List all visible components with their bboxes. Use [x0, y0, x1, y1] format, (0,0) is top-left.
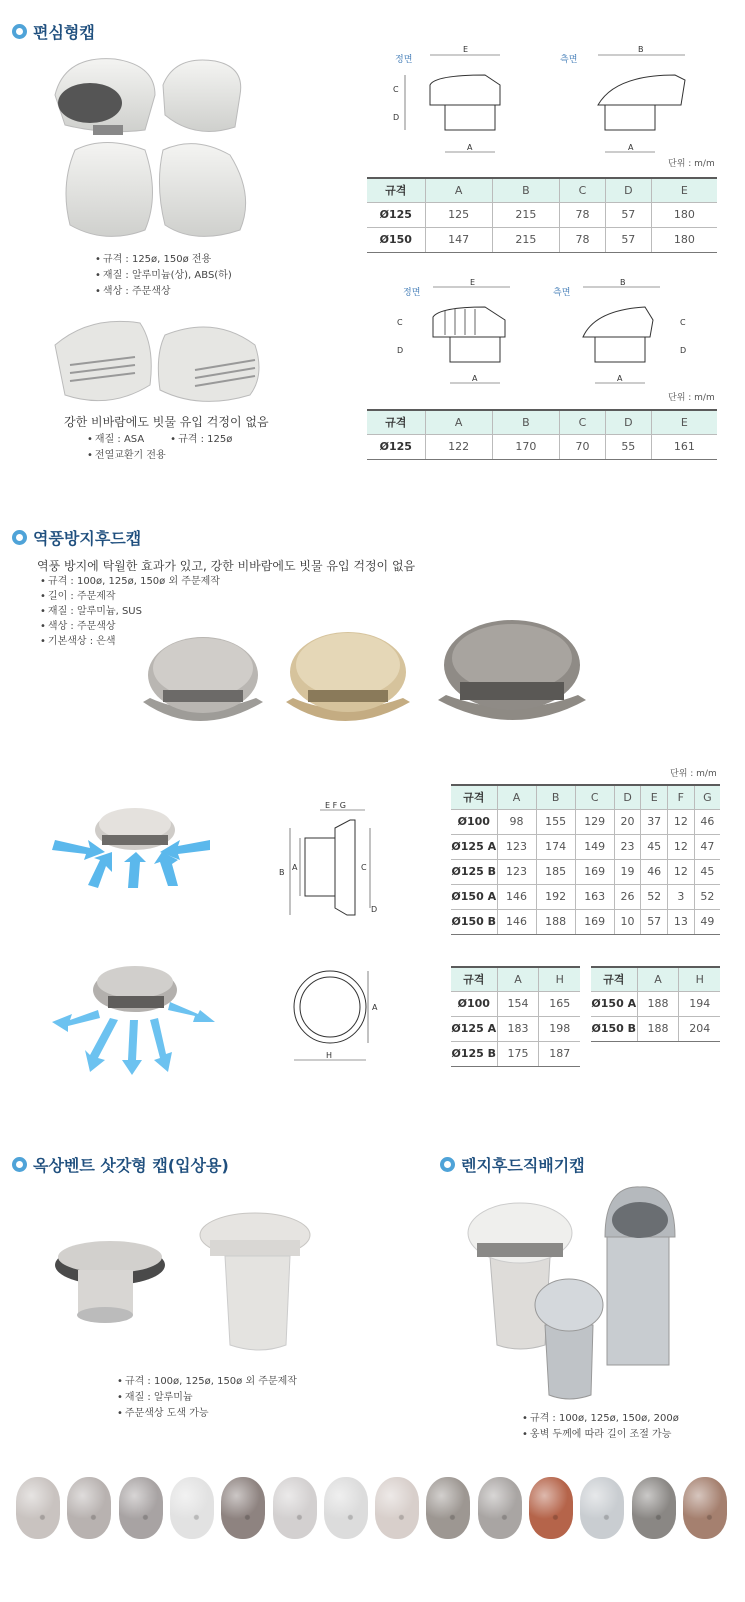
dimension-diagram-1 [385, 40, 715, 165]
table-cell: 146 [497, 909, 536, 934]
table-cell: 147 [425, 227, 492, 252]
table-row [451, 809, 720, 834]
table-header: B [492, 178, 559, 202]
bullet-ring-icon [440, 1157, 455, 1172]
table-header: A [497, 967, 539, 991]
eccentric-cap-photo [45, 55, 255, 249]
table-cell: 45 [641, 834, 668, 859]
svg-text:B: B [620, 278, 626, 287]
svg-text:A: A [628, 143, 634, 152]
spec-table-hood [451, 784, 720, 935]
table-header: A [497, 785, 536, 809]
table-cell: 47 [694, 834, 720, 859]
note-item: • 규격 : 100ø, 125ø, 150ø, 200ø [522, 1411, 679, 1427]
table-row [451, 909, 720, 934]
svg-text:C: C [361, 863, 367, 872]
product-a-notes [95, 252, 232, 300]
table-cell: 146 [497, 884, 536, 909]
product-b-caption: 강한 비바람에도 빗물 유입 걱정이 없음 [64, 415, 269, 429]
table-cell: 155 [536, 809, 575, 834]
table-cell: 169 [575, 859, 614, 884]
svg-text:B: B [638, 45, 644, 54]
table-cell: 125 [425, 202, 492, 227]
svg-text:A: A [472, 374, 478, 383]
color-swatch [478, 1477, 522, 1539]
table-row [591, 991, 720, 1016]
airflow-outward-illustration [50, 960, 220, 1079]
table-cell: 163 [575, 884, 614, 909]
table-cell: 215 [492, 227, 559, 252]
table-cell: 169 [575, 909, 614, 934]
table-cell: 13 [668, 909, 695, 934]
color-swatch-row [0, 1475, 745, 1545]
table-cell: 188 [637, 1016, 679, 1041]
table-cell: 149 [575, 834, 614, 859]
bullet-ring-icon [12, 24, 27, 39]
color-swatch [221, 1477, 265, 1539]
table-cell: 188 [637, 991, 679, 1016]
table-cell: Ø150 B [591, 1016, 637, 1041]
note-item: • 기본색상 : 은색 [40, 634, 220, 649]
table-cell: 19 [614, 859, 641, 884]
table-cell: 45 [694, 859, 720, 884]
table-row [451, 991, 580, 1016]
exchanger-cap-photo [50, 315, 265, 414]
table-row [451, 859, 720, 884]
table-cell: 215 [492, 202, 559, 227]
note-material: • 재질 : ASA [87, 432, 144, 448]
table-cell: 26 [614, 884, 641, 909]
table-cell: 187 [539, 1041, 580, 1066]
table-cell: 37 [641, 809, 668, 834]
table-cell: 204 [679, 1016, 720, 1041]
table-header: D [605, 410, 651, 434]
table-header: E [651, 410, 717, 434]
table-cell: Ø150 [367, 227, 425, 252]
svg-text:D: D [393, 113, 400, 122]
table-header: C [560, 410, 606, 434]
table-cell: 165 [539, 991, 580, 1016]
table-header: E [641, 785, 668, 809]
section4-title: 렌지후드직배기캡 [440, 1153, 585, 1176]
table-cell: 57 [605, 202, 651, 227]
color-swatch [426, 1477, 470, 1539]
table-header: C [560, 178, 606, 202]
spec-table-hood-small-1 [451, 966, 580, 1067]
svg-text:E F G: E F G [325, 801, 346, 810]
table-cell: Ø125 [367, 202, 425, 227]
table-cell: 49 [694, 909, 720, 934]
table-cell: 12 [668, 859, 695, 884]
svg-text:A: A [372, 1003, 378, 1012]
note-size: • 규격 : 125ø [170, 432, 232, 448]
section1-title: 편심형캡 [12, 20, 95, 43]
note-item: • 주문색상 도색 가능 [117, 1406, 297, 1422]
note-item: • 색상 : 주문색상 [95, 284, 232, 300]
table-cell: 185 [536, 859, 575, 884]
bullet-ring-icon [12, 530, 27, 545]
hood-cap-photos [138, 620, 588, 744]
svg-text:C: C [680, 318, 686, 327]
hood-profile-diagram [275, 800, 390, 925]
svg-text:D: D [371, 905, 378, 914]
table-cell: 20 [614, 809, 641, 834]
table-cell: 175 [497, 1041, 539, 1066]
svg-text:A: A [292, 863, 298, 872]
table-header: G [694, 785, 720, 809]
spec-table-eccentric-1 [367, 177, 717, 253]
svg-text:A: A [467, 143, 473, 152]
table-cell: 23 [614, 834, 641, 859]
color-swatch [580, 1477, 624, 1539]
table-row [451, 834, 720, 859]
unit-label: 단위 : m/m [668, 159, 715, 169]
table-cell: 98 [497, 809, 536, 834]
table-cell: 46 [694, 809, 720, 834]
table-header: 규격 [591, 967, 637, 991]
table-header: H [539, 967, 580, 991]
table-cell: 52 [641, 884, 668, 909]
table-cell: Ø150 A [591, 991, 637, 1016]
table-cell: Ø125 B [451, 1041, 497, 1066]
dimension-diagram-2 [385, 275, 715, 390]
table-row [451, 1041, 580, 1066]
note-item: • 규격 : 125ø, 150ø 전용 [95, 252, 232, 268]
table-cell: Ø150 B [451, 909, 497, 934]
airflow-inward-illustration [50, 800, 220, 894]
table-cell: 57 [641, 909, 668, 934]
svg-text:E: E [463, 45, 469, 54]
table-header: D [614, 785, 641, 809]
section2-title: 역풍방지후드캡 [12, 526, 141, 549]
table-header: E [651, 178, 717, 202]
table-cell: 123 [497, 859, 536, 884]
table-row [367, 202, 717, 227]
table-header: A [637, 967, 679, 991]
table-cell: Ø150 A [451, 884, 497, 909]
color-swatch [16, 1477, 60, 1539]
color-swatch [375, 1477, 419, 1539]
table-header: A [425, 178, 492, 202]
table-cell: 78 [560, 202, 606, 227]
color-swatch [529, 1477, 573, 1539]
table-cell: 46 [641, 859, 668, 884]
table-header: D [605, 178, 651, 202]
color-swatch [67, 1477, 111, 1539]
table-cell: Ø125 A [451, 834, 497, 859]
color-swatch [170, 1477, 214, 1539]
table-cell: 122 [425, 434, 492, 459]
color-swatch [273, 1477, 317, 1539]
color-swatch [119, 1477, 163, 1539]
table-header: H [679, 967, 720, 991]
note-item: • 옹벽 두께에 따라 길이 조절 가능 [522, 1427, 679, 1443]
table-header: A [425, 410, 492, 434]
table-cell: 180 [651, 202, 717, 227]
table-cell: 183 [497, 1016, 539, 1041]
table-cell: 57 [605, 227, 651, 252]
table-cell: 180 [651, 227, 717, 252]
color-swatch [683, 1477, 727, 1539]
table-cell: 174 [536, 834, 575, 859]
spec-table-hood-small-2 [591, 966, 720, 1042]
svg-text:A: A [617, 374, 623, 383]
section3-title: 옥상벤트 삿갓형 캡(입상용) [12, 1153, 229, 1176]
table-cell: 170 [492, 434, 559, 459]
table-header: C [575, 785, 614, 809]
table-cell: Ø125 B [451, 859, 497, 884]
note-item: • 길이 : 주문제작 [40, 589, 220, 604]
svg-text:H: H [326, 1051, 333, 1060]
diagram-front-label: 정면 [395, 55, 413, 65]
table-header: B [536, 785, 575, 809]
table-cell: 10 [614, 909, 641, 934]
table-row [451, 884, 720, 909]
svg-text:B: B [279, 868, 285, 877]
table-cell: 55 [605, 434, 651, 459]
table-row [591, 1016, 720, 1041]
color-swatch [632, 1477, 676, 1539]
table-cell: 161 [651, 434, 717, 459]
note-item: • 재질 : 알루미늄(상), ABS(하) [95, 268, 232, 284]
table-header: 규격 [451, 785, 497, 809]
bullet-ring-icon [12, 1157, 27, 1172]
note-use: • 전열교환기 전용 [87, 448, 232, 464]
table-cell: 78 [560, 227, 606, 252]
svg-text:E: E [470, 278, 476, 287]
diagram-side-label: 측면 [553, 288, 571, 298]
table-cell: 129 [575, 809, 614, 834]
table-cell: Ø100 [451, 809, 497, 834]
unit-label: 단위 : m/m [670, 769, 717, 779]
table-header: F [668, 785, 695, 809]
section4-notes [522, 1411, 679, 1443]
table-cell: 198 [539, 1016, 580, 1041]
table-header: B [492, 410, 559, 434]
color-swatch [324, 1477, 368, 1539]
note-item: • 규격 : 100ø, 125ø, 150ø 외 주문제작 [40, 574, 220, 589]
table-cell: 123 [497, 834, 536, 859]
diagram-side-label: 측면 [560, 55, 578, 65]
table-cell: 70 [560, 434, 606, 459]
table-cell: 12 [668, 834, 695, 859]
section3-notes [117, 1374, 297, 1422]
table-row [367, 434, 717, 459]
table-cell: 154 [497, 991, 539, 1016]
svg-text:C: C [397, 318, 403, 327]
table-row [451, 1016, 580, 1041]
note-item: • 색상 : 주문색상 [40, 619, 220, 634]
svg-text:D: D [680, 346, 687, 355]
table-cell: 12 [668, 809, 695, 834]
product-b-notes [87, 432, 232, 464]
table-cell: 3 [668, 884, 695, 909]
note-item: • 규격 : 100ø, 125ø, 150ø 외 주문제작 [117, 1374, 297, 1390]
roof-vent-cap-photo [50, 1205, 335, 1369]
diagram-front-label: 정면 [403, 288, 421, 298]
table-cell: Ø125 [367, 434, 425, 459]
table-cell: 188 [536, 909, 575, 934]
svg-text:C: C [393, 85, 399, 94]
table-header: 규격 [451, 967, 497, 991]
range-hood-cap-photo [465, 1185, 715, 1409]
table-cell: Ø125 A [451, 1016, 497, 1041]
unit-label: 단위 : m/m [668, 393, 715, 403]
table-cell: 194 [679, 991, 720, 1016]
note-item: • 재질 : 알루미늄 [117, 1390, 297, 1406]
section2-description: 역풍 방지에 탁월한 효과가 있고, 강한 비바람에도 빗물 유입 걱정이 없음 [37, 559, 416, 573]
table-header: 규격 [367, 178, 425, 202]
table-cell: Ø100 [451, 991, 497, 1016]
table-row [367, 227, 717, 252]
svg-text:D: D [397, 346, 404, 355]
table-cell: 52 [694, 884, 720, 909]
table-header: 규격 [367, 410, 425, 434]
spec-table-eccentric-2 [367, 409, 717, 460]
note-item: • 재질 : 알루미늄, SUS [40, 604, 220, 619]
hood-top-view-diagram [280, 965, 385, 1070]
table-cell: 192 [536, 884, 575, 909]
